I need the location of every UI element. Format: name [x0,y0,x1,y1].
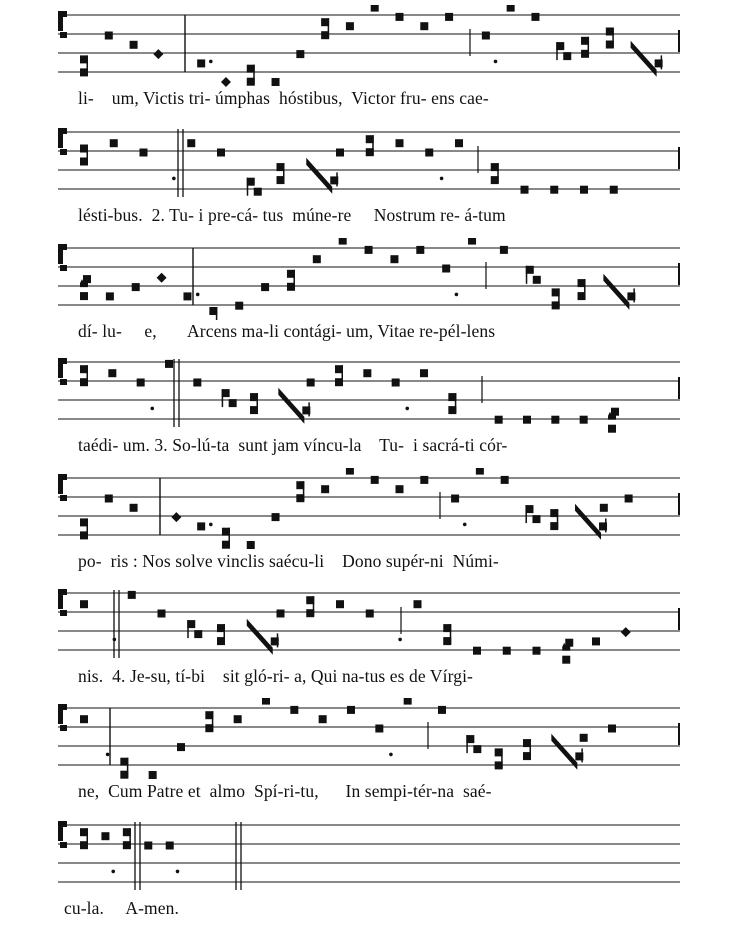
rhombus [171,512,181,522]
punctum [149,771,157,779]
punctum [455,139,463,147]
podatus [209,307,217,320]
podatus [80,145,88,166]
mora-dot [176,870,180,874]
punctum [166,842,174,850]
punctum [262,698,270,705]
staff [0,5,740,87]
porrectus [631,41,663,77]
porrectus [306,158,338,194]
podatus [335,365,343,386]
punctum [482,32,490,40]
chant-system [0,122,740,225]
staff [0,352,740,434]
punctum [336,149,344,157]
clivis [187,620,202,638]
punctum [420,369,428,377]
punctum [366,610,374,618]
punctum [425,149,433,157]
punctum [132,283,140,291]
punctum [101,832,109,840]
chant-system [0,698,740,801]
podatus [80,365,88,386]
podatus [523,739,531,760]
podatus [217,624,225,645]
quilisma [562,639,573,664]
punctum [610,186,618,194]
podatus [123,828,131,849]
podatus [222,528,230,549]
punctum [110,139,118,147]
punctum [197,59,205,67]
punctum [533,647,541,655]
podatus [277,163,285,184]
double-bar [135,822,140,890]
rhombus [153,49,163,59]
chant-system [0,352,740,455]
staff [0,122,740,204]
punctum [420,22,428,30]
chant-system [0,5,740,108]
punctum [503,647,511,655]
podatus [287,270,295,291]
punctum [592,637,600,645]
punctum [363,369,371,377]
podatus [448,393,456,414]
podatus [80,55,88,76]
mora-dot [106,753,110,757]
punctum [396,139,404,147]
lyric-line: ne, Cum Patre et almo Spí-ri-tu, In sempi-tér-na saé- [78,781,492,801]
custos-icon [678,723,680,745]
mora-dot [440,177,444,181]
punctum [105,495,113,503]
punctum [500,246,508,254]
clivis [466,735,481,753]
punctum [365,246,373,254]
lyric-line: li- um, Victis tri- úmphas hóstibus, Victor fru- ens cae- [78,88,489,108]
punctum [321,485,329,493]
punctum [80,600,88,608]
lyric-line: dí- lu- e, Arcens ma-li contági- um, Vitae re-pél-lens [78,321,496,341]
punctum [396,485,404,493]
punctum [495,416,503,424]
mora-dot [113,638,117,642]
double-bar [236,822,241,890]
punctum [183,292,191,300]
punctum [371,5,379,12]
mora-dot [150,407,154,411]
punctum [290,706,298,714]
punctum [307,379,315,387]
double-bar [178,129,183,197]
mora-dot [196,293,200,297]
punctum [416,246,424,254]
punctum [235,302,243,310]
punctum [523,416,531,424]
punctum [550,186,558,194]
podatus [120,758,128,779]
podatus [491,163,499,184]
clivis [525,505,540,523]
punctum [371,476,379,484]
double-bar [174,359,179,427]
punctum [336,600,344,608]
custos-icon [678,608,680,630]
podatus [306,596,314,617]
punctum [272,78,280,86]
punctum [108,369,116,377]
punctum [80,715,88,723]
punctum [438,706,446,714]
mora-dot [463,523,467,527]
rhombus [221,77,231,87]
podatus [80,828,88,849]
podatus [205,711,213,732]
mora-dot [389,753,393,757]
punctum [580,734,588,742]
punctum [140,149,148,157]
punctum [420,476,428,484]
lyric-line: nis. 4. Je-su, tí-bi sit gló-ri- a, Qui na-tus es de Vírgi- [78,666,473,686]
punctum [451,495,459,503]
punctum [193,379,201,387]
punctum [580,186,588,194]
punctum [346,22,354,30]
punctum [476,468,484,475]
punctum [531,13,539,21]
punctum [217,149,225,157]
mora-dot [209,60,213,64]
punctum [501,476,509,484]
clivis [526,266,541,284]
punctum [313,255,321,263]
punctum [625,495,633,503]
staff [0,698,740,780]
punctum [247,541,255,549]
punctum [404,698,412,705]
punctum [234,715,242,723]
podatus [606,28,614,49]
punctum [442,265,450,273]
punctum [187,139,195,147]
podatus [495,748,503,769]
punctum [392,379,400,387]
clivis [556,42,571,60]
podatus [578,279,586,300]
punctum [339,238,347,245]
clivis [222,389,237,407]
podatus [552,288,560,309]
punctum [130,504,138,512]
porrectus [551,734,583,770]
punctum [319,715,327,723]
podatus [250,393,258,414]
custos-icon [678,147,680,169]
custos-icon [678,377,680,399]
mora-dot [172,177,176,181]
punctum [261,283,269,291]
quilisma [80,275,91,300]
punctum [130,41,138,49]
double-bar [114,590,119,658]
punctum [158,610,166,618]
punctum [296,50,304,58]
punctum [396,13,404,21]
chant-system [0,815,740,918]
staff [0,815,740,897]
lyric-line: cu-la. A-men. [64,898,179,918]
porrectus [603,274,635,310]
lyric-line: taédi- um. 3. So-lú-ta sunt jam víncu-la Tu- i sacrá-ti cór- [78,435,508,455]
podatus [247,65,255,86]
podatus [296,481,304,502]
punctum [468,238,476,245]
punctum [580,416,588,424]
punctum [608,725,616,733]
punctum [507,5,515,12]
punctum [165,360,173,368]
punctum [137,379,145,387]
quilisma [608,408,619,433]
podatus [581,37,589,58]
punctum [105,32,113,40]
chant-system [0,238,740,341]
staff [0,583,740,665]
mora-dot [111,870,115,874]
lyric-line: po- ris : Nos solve vinclis saécu-li Dono supér-ni Númi- [78,551,499,571]
punctum [144,842,152,850]
punctum [272,513,280,521]
punctum [414,600,422,608]
staff [0,238,740,320]
punctum [346,468,354,475]
mora-dot [405,407,409,411]
lyric-line: lésti-bus. 2. Tu- i pre-cá- tus múne-re Nostrum re- á-tum [78,205,506,225]
custos-icon [678,30,680,52]
punctum [128,591,136,599]
staff [0,468,740,550]
punctum [347,706,355,714]
punctum [197,522,205,530]
podatus [321,18,329,39]
podatus [80,518,88,539]
punctum [106,292,114,300]
mora-dot [494,60,498,64]
mora-dot [455,293,459,297]
podatus [550,509,558,530]
rhombus [157,273,167,283]
custos-icon [678,263,680,285]
chant-system [0,468,740,571]
mora-dot [209,523,213,527]
rhombus [621,627,631,637]
punctum [600,504,608,512]
punctum [445,13,453,21]
podatus [443,624,451,645]
punctum [473,647,481,655]
punctum [551,416,559,424]
punctum [375,725,383,733]
chant-system [0,583,740,686]
mora-dot [398,638,402,642]
punctum [277,610,285,618]
porrectus [247,619,279,655]
clivis [247,178,262,196]
punctum [390,255,398,263]
punctum [177,743,185,751]
punctum [521,186,529,194]
porrectus [278,388,310,424]
podatus [366,135,374,156]
custos-icon [678,493,680,515]
